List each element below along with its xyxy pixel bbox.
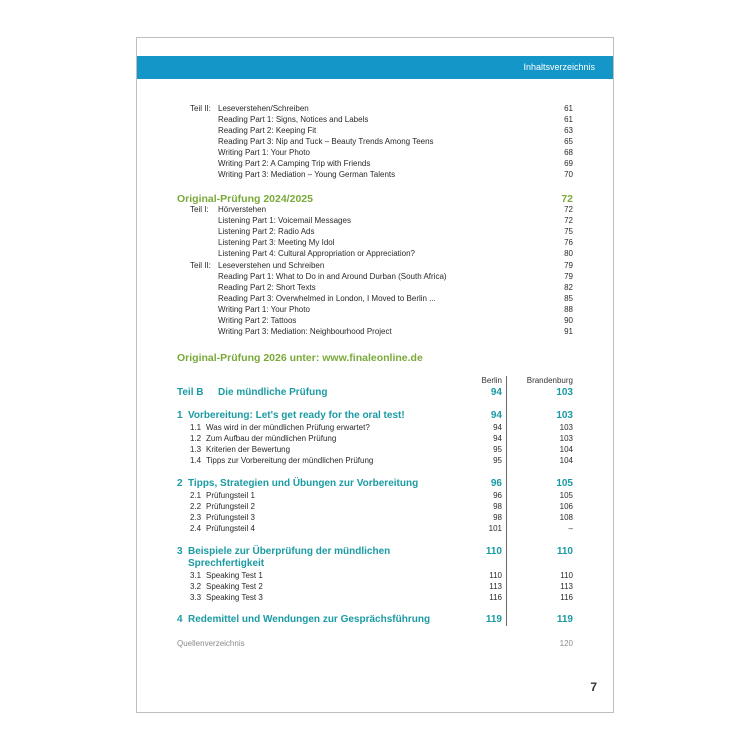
chapter-number: 4 — [177, 614, 183, 625]
exam-2026-link-text[interactable]: Original-Prüfung 2026 unter: www.finaleonline.de — [177, 352, 423, 364]
toc-subentry — [190, 491, 255, 501]
entry-page: 70 — [564, 170, 573, 179]
toc-subentry — [190, 434, 337, 444]
toc-subentry — [190, 423, 370, 433]
page-number: 7 — [590, 680, 597, 694]
entry-page: 69 — [564, 159, 573, 168]
sub-title: Tipps zur Vorbereitung der mündlichen Prüfung — [206, 456, 374, 465]
entry-page: 91 — [564, 327, 573, 336]
entry-page: 61 — [564, 104, 573, 113]
toc-entry: Writing Part 3: Mediation – Young German Talents — [218, 170, 396, 179]
toc-entry-teil2 — [190, 261, 325, 271]
entry-title: Leseverstehen und Schreiben — [218, 261, 325, 270]
brandenburg-page: 113 — [560, 582, 573, 591]
entry-page: 65 — [564, 137, 573, 146]
chapter-brandenburg-page: 119 — [556, 614, 573, 625]
chapter-brandenburg-page: 110 — [556, 546, 573, 557]
entry-page: 72 — [564, 205, 573, 214]
berlin-page: 98 — [493, 513, 502, 522]
toc-entry: Writing Part 2: A Camping Trip with Friends — [218, 159, 371, 168]
header-title: Inhaltsverzeichnis — [523, 62, 595, 72]
toc-entry: Writing Part 3: Mediation: Neighbourhood Project — [218, 327, 392, 336]
brandenburg-page: 103 — [559, 434, 573, 443]
toc-subentry — [190, 513, 255, 523]
toc-entry: Listening Part 2: Radio Ads — [218, 227, 315, 236]
sub-number: 2.1 — [190, 491, 202, 500]
entry-page: 88 — [564, 305, 573, 314]
teil-b-title: Die mündliche Prüfung — [218, 387, 328, 398]
brandenburg-page: 108 — [559, 513, 573, 522]
sub-number: 2.4 — [190, 524, 202, 533]
toc-entry: Writing Part 2: Tattoos — [218, 316, 297, 325]
chapter-3-title — [177, 546, 391, 558]
toc-subentry — [190, 524, 255, 534]
chapter-1-title — [177, 410, 405, 422]
toc-entry: Reading Part 1: Signs, Notices and Labels — [218, 115, 369, 124]
chapter-3-title-continued: Sprechfertigkeit — [188, 558, 265, 569]
column-divider — [506, 376, 507, 626]
entry-page: 68 — [564, 148, 573, 157]
teil-b-berlin-page: 94 — [490, 387, 502, 398]
chapter-4-title — [177, 614, 431, 626]
toc-entry-teil1 — [190, 205, 267, 215]
toc-entry: Reading Part 3: Nip and Tuck – Beauty Trends Among Teens — [218, 137, 434, 146]
berlin-page: 96 — [493, 491, 502, 500]
entry-page: 76 — [564, 238, 573, 247]
brandenburg-page: 116 — [560, 593, 573, 602]
entry-page: 90 — [564, 316, 573, 325]
chapter-number: 3 — [177, 546, 183, 557]
toc-entry: Listening Part 3: Meeting My Idol — [218, 238, 335, 247]
toc-entry: Reading Part 2: Keeping Fit — [218, 126, 317, 135]
exam-2025-page: 72 — [561, 193, 573, 205]
sub-title: Speaking Test 3 — [206, 593, 263, 602]
berlin-page: 113 — [489, 582, 502, 591]
entry-page: 80 — [564, 249, 573, 258]
chapter-brandenburg-page: 105 — [556, 478, 573, 489]
toc-subentry — [190, 456, 374, 466]
berlin-page: 95 — [493, 456, 502, 465]
sub-title: Prüfungsteil 1 — [206, 491, 255, 500]
column-header-berlin: Berlin — [481, 376, 502, 385]
berlin-page: 101 — [488, 524, 502, 533]
sub-number: 2.3 — [190, 513, 202, 522]
chapter-berlin-page: 110 — [485, 546, 502, 557]
brandenburg-page: 105 — [559, 491, 573, 500]
toc-subentry — [190, 502, 255, 512]
toc-entry-teil2 — [190, 104, 309, 114]
sub-number: 3.3 — [190, 593, 202, 602]
toc-entry: Writing Part 1: Your Photo — [218, 148, 310, 157]
berlin-page: 98 — [493, 502, 502, 511]
sub-title: Prüfungsteil 4 — [206, 524, 255, 533]
berlin-page: 94 — [493, 423, 502, 432]
berlin-page: 110 — [489, 571, 502, 580]
chapter-berlin-page: 94 — [490, 410, 502, 421]
sub-title: Speaking Test 2 — [206, 582, 263, 591]
sub-title: Zum Aufbau der mündlichen Prüfung — [206, 434, 337, 443]
sub-title: Prüfungsteil 2 — [206, 502, 255, 511]
chapter-title: Redemittel und Wendungen zur Gesprächsführung — [188, 614, 431, 625]
sub-number: 1.4 — [190, 456, 202, 465]
entry-page: 63 — [564, 126, 573, 135]
entry-title: Hörverstehen — [218, 205, 267, 214]
toc-subentry — [190, 571, 263, 581]
sources-page: 120 — [559, 639, 573, 648]
berlin-page: 95 — [493, 445, 502, 454]
brandenburg-page: – — [568, 524, 573, 533]
chapter-number: 1 — [177, 410, 183, 421]
sub-title: Was wird in der mündlichen Prüfung erwartet? — [206, 423, 370, 432]
entry-label: Teil I: — [190, 205, 209, 214]
entry-page: 72 — [564, 216, 573, 225]
entry-page: 85 — [564, 294, 573, 303]
toc-entry: Listening Part 4: Cultural Appropriation or Appreciation? — [218, 249, 416, 258]
chapter-berlin-page: 119 — [485, 614, 502, 625]
brandenburg-page: 106 — [559, 502, 573, 511]
entry-page: 82 — [564, 283, 573, 292]
entry-page: 75 — [564, 227, 573, 236]
sub-number: 1.1 — [190, 423, 202, 432]
toc-subentry — [190, 445, 291, 455]
entry-page: 79 — [564, 261, 573, 270]
brandenburg-page: 110 — [560, 571, 573, 580]
toc-entry: Reading Part 1: What to Do in and Around Durban (South Africa) — [218, 272, 447, 281]
sub-number: 1.2 — [190, 434, 202, 443]
chapter-berlin-page: 96 — [490, 478, 502, 489]
toc-subentry — [190, 582, 263, 592]
brandenburg-page: 104 — [559, 445, 573, 454]
berlin-page: 116 — [489, 593, 502, 602]
entry-title: Leseverstehen/Schreiben — [218, 104, 309, 113]
column-header-brandenburg: Brandenburg — [526, 376, 573, 385]
teil-b-brandenburg-page: 103 — [556, 387, 573, 398]
chapter-2-title — [177, 478, 419, 490]
sub-title: Kriterien der Bewertung — [206, 445, 291, 454]
teil-b-label: Teil B — [177, 387, 204, 398]
toc-entry: Reading Part 3: Overwhelmed in London, I Moved to Berlin ... — [218, 294, 436, 303]
sub-number: 2.2 — [190, 502, 202, 511]
berlin-page: 94 — [493, 434, 502, 443]
sub-title: Speaking Test 1 — [206, 571, 263, 580]
toc-entry: Reading Part 2: Short Texts — [218, 283, 316, 292]
toc-page — [136, 37, 614, 713]
entry-label: Teil II: — [190, 261, 211, 270]
brandenburg-page: 104 — [559, 456, 573, 465]
toc-subentry — [190, 593, 263, 603]
entry-page: 79 — [564, 272, 573, 281]
chapter-brandenburg-page: 103 — [556, 410, 573, 421]
chapter-number: 2 — [177, 478, 183, 489]
entry-page: 61 — [564, 115, 573, 124]
sub-number: 3.2 — [190, 582, 202, 591]
exam-2025-title: Original-Prüfung 2024/2025 — [177, 193, 313, 205]
toc-entry: Writing Part 1: Your Photo — [218, 305, 310, 314]
sub-number: 1.3 — [190, 445, 202, 454]
sources-title: Quellenverzeichnis — [177, 639, 245, 648]
toc-entry: Listening Part 1: Voicemail Messages — [218, 216, 351, 225]
chapter-title: Beispiele zur Überprüfung der mündlichen — [188, 546, 391, 557]
brandenburg-page: 103 — [559, 423, 573, 432]
chapter-title: Vorbereitung: Let's get ready for the oral test! — [188, 410, 405, 421]
chapter-title: Tipps, Strategien und Übungen zur Vorbereitung — [188, 478, 419, 489]
sub-number: 3.1 — [190, 571, 202, 580]
entry-label: Teil II: — [190, 104, 211, 113]
sub-title: Prüfungsteil 3 — [206, 513, 255, 522]
header-bar — [137, 56, 613, 79]
